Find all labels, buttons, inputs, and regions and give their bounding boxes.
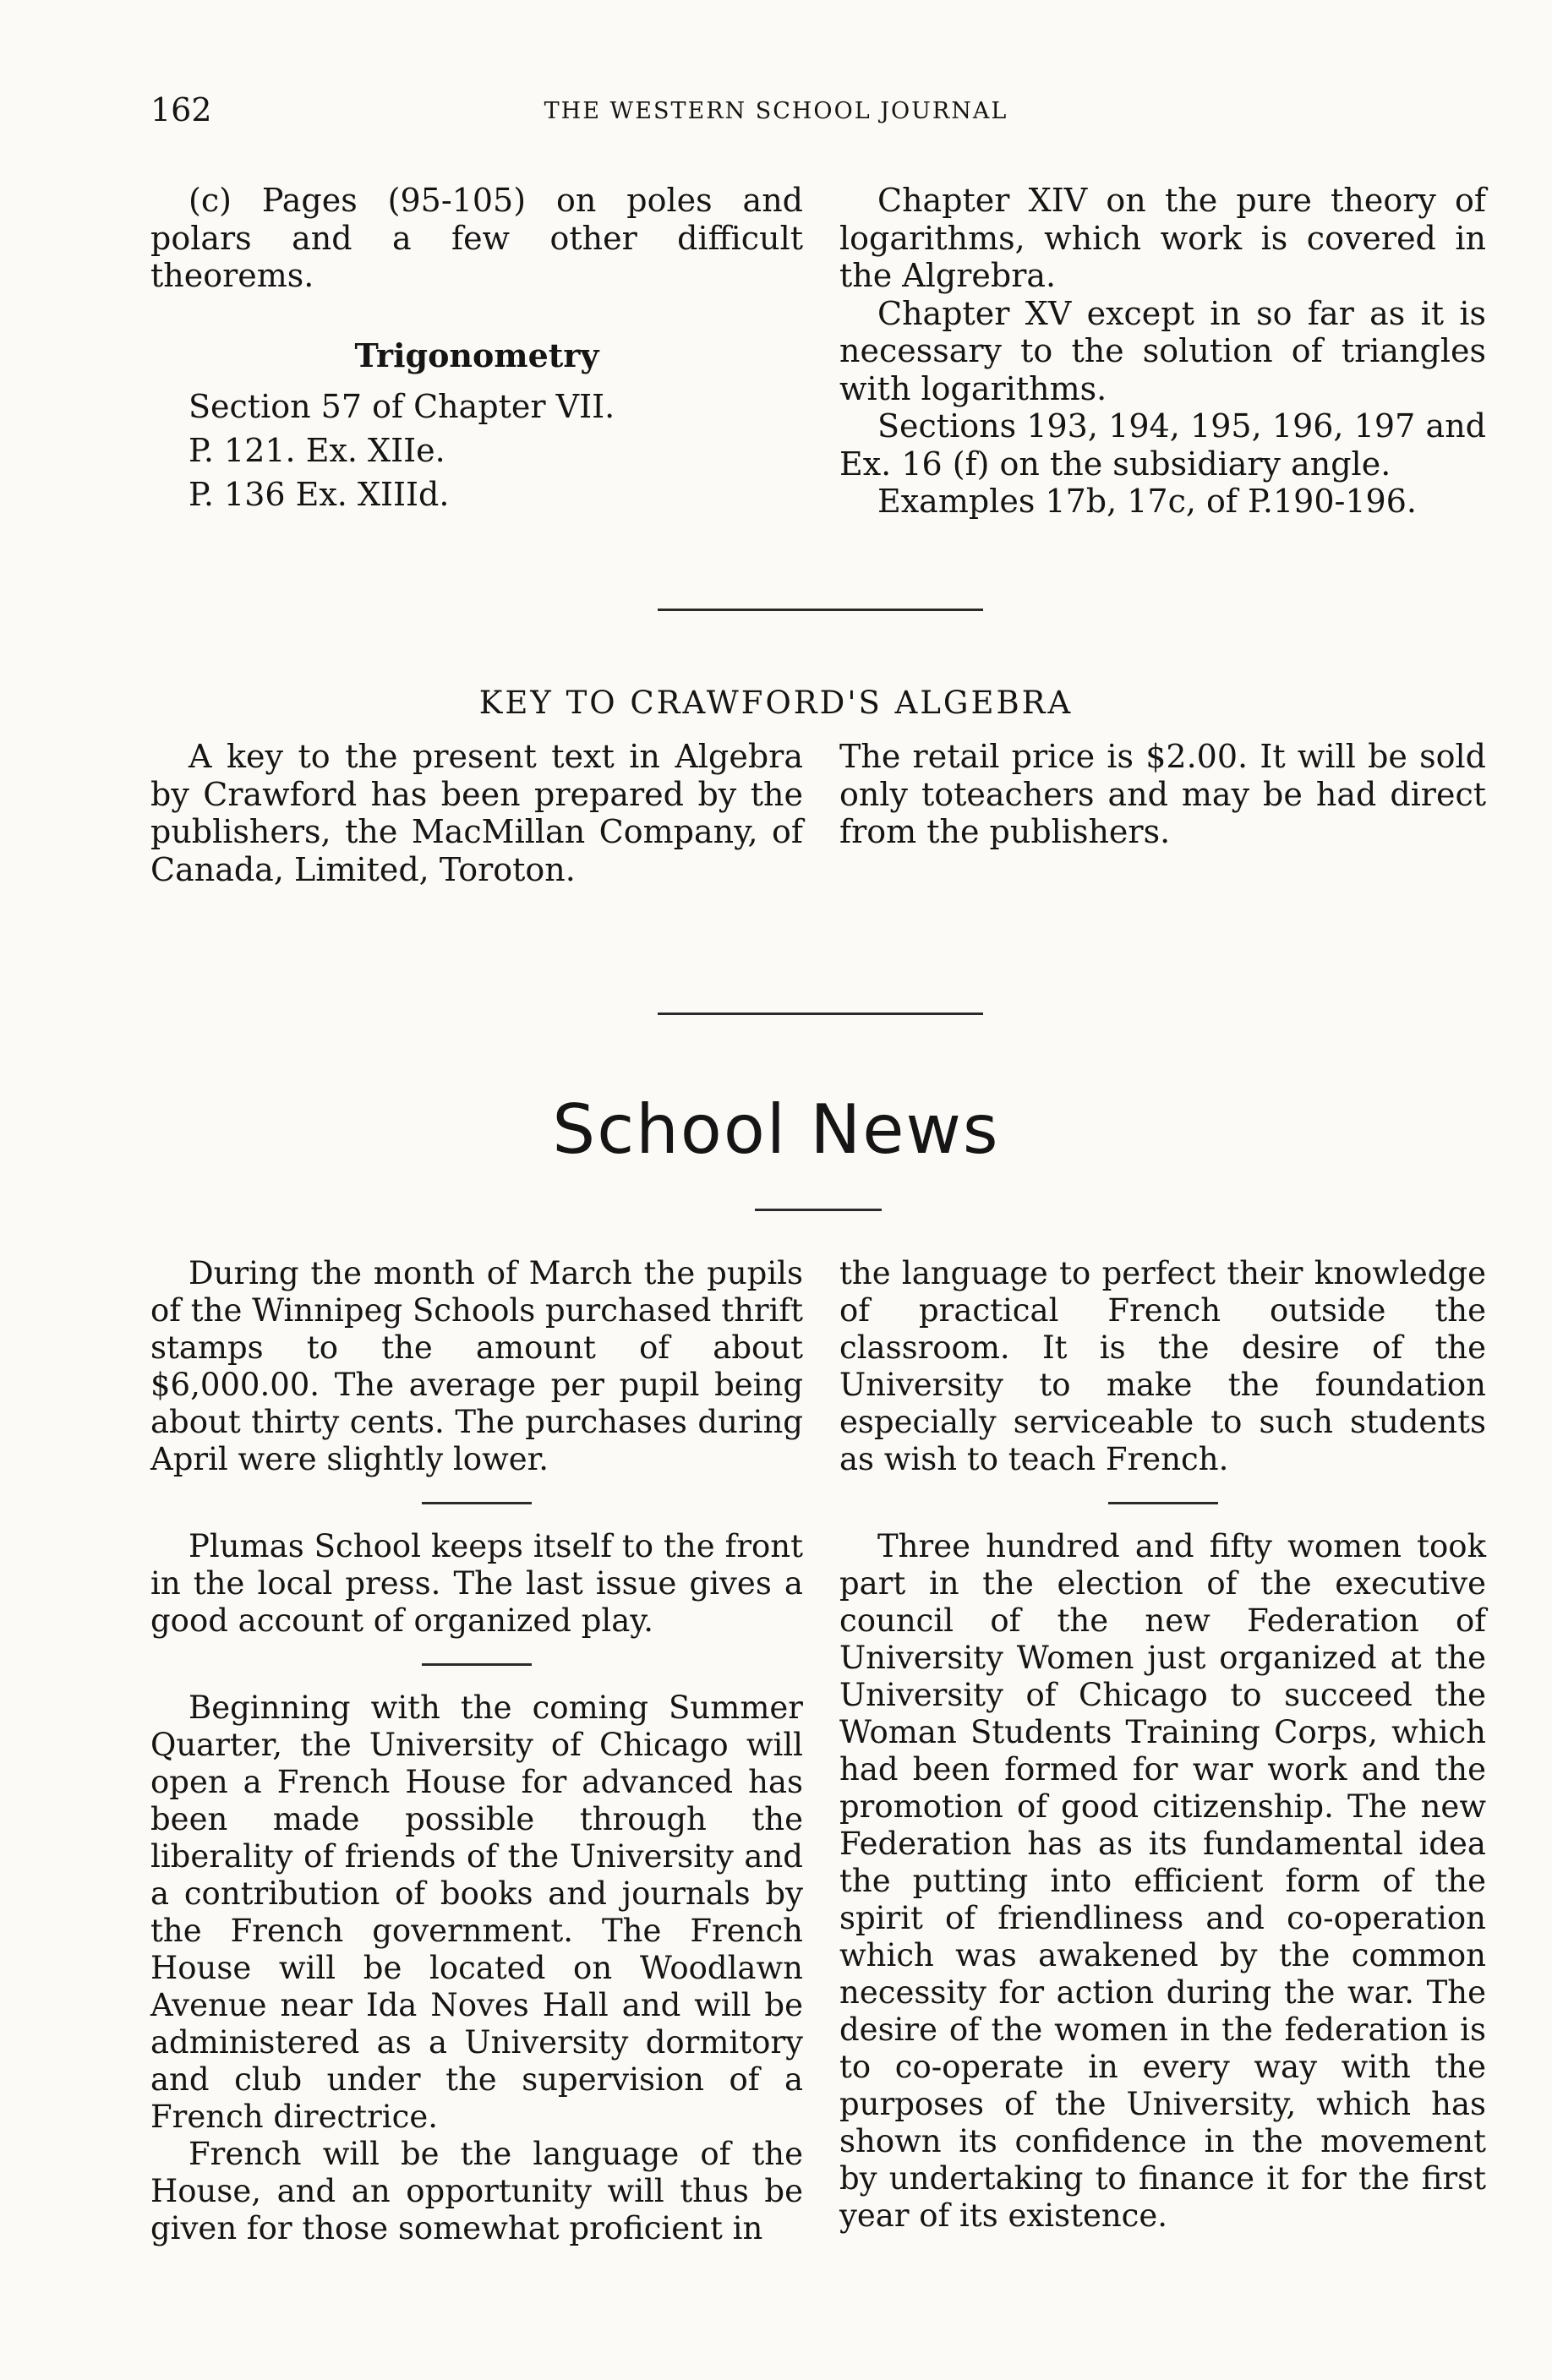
- article-divider: [422, 1502, 532, 1504]
- page-header: [150, 91, 1402, 142]
- trig-line: P. 136 Ex. XIIId.: [189, 476, 450, 513]
- news-left-column: [150, 1255, 803, 2247]
- french-language-article: French will be the language of the House, and an opportunity will thus be given for those somewhat proficient in: [150, 2136, 803, 2246]
- thrift-stamps-article: During the month of March the pupils of the Winnipeg Schools purchased thrift stamps to the amount of about $6,000.00. The average per pupil being about thirty cents. The purchases during April were slightly lower.: [150, 1255, 803, 1477]
- key-left-text: A key to the present text in Algebra by Crawford has been prepared by the publishers, the MacMillan Company, of Canada, Limited, Toroton.: [150, 738, 803, 888]
- french-house-article: Beginning with the coming Summer Quarter, the University of Chicago will open a French House for advanced has been made possible through the liberality of friends of the University and a contribution of books and journals by the French government. The French House will be located on Woodlawn Avenue near Ida Noves Hall and will be administered as a University dormitory and club under the supervision of a French directrice.: [150, 1689, 803, 2135]
- article-divider: [422, 1663, 532, 1666]
- news-right-column: [839, 1255, 1486, 2235]
- key-right-column: [839, 738, 1486, 851]
- chapter-xiv-text: Chapter XIV on the pure theory of logarithms, which work is covered in the Algrebra.: [839, 182, 1486, 294]
- page-number: 162: [150, 91, 212, 128]
- item-c-text: (c) Pages (95-105) on poles and polars and a few other difficult theorems.: [150, 182, 803, 294]
- french-continued-text: the language to perfect their knowledge of practical French outside the classroom. It is the desire of the University to make the foundation especially serviceable to such students as wish to teach French.: [839, 1255, 1486, 1477]
- trig-line: Section 57 of Chapter VII.: [189, 388, 615, 425]
- journal-title: THE WESTERN SCHOOL JOURNAL: [544, 98, 1008, 124]
- plumas-article: Plumas School keeps itself to the front in the local press. The last issue gives a good account of organized play.: [150, 1528, 803, 1639]
- examples-text: Examples 17b, 17c, of P.190-196.: [877, 483, 1417, 520]
- trigonometry-heading: Trigonometry: [354, 336, 599, 374]
- article-divider: [1108, 1502, 1218, 1504]
- trig-line: P. 121. Ex. XIIe.: [189, 432, 445, 469]
- key-left-column: [150, 738, 803, 888]
- chapter-xv-text: Chapter XV except in so far as it is necessary to the solution of triangles with logarithms.: [839, 294, 1486, 407]
- school-news-title: School News: [552, 1090, 1000, 1169]
- section-divider: [658, 1013, 983, 1015]
- top-left-column: [150, 182, 803, 516]
- sections-text: Sections 193, 194, 195, 196, 197 and Ex. 16 (f) on the subsidiary angle.: [839, 407, 1486, 483]
- top-right-column: [839, 182, 1486, 521]
- key-right-text: The retail price is $2.00. It will be sold only toteachers and may be had direct from the publishers.: [839, 738, 1486, 850]
- federation-article: Three hundred and fifty women took part in the election of the executive council of the new Federation of University Women just organized at the University of Chicago to succeed the Woman Students Training Corps, which had been formed for war work and the promotion of good citizenship. The new Federation has as its fundamental idea the putting into efficient form of the spirit of friendliness and co-operation which was awakened by the common necessity for action during the war. The desire of the women in the federation is to co-operate in every way with the purposes of the University, which has shown its confidence in the movement by undertaking to finance it for the first year of its existence.: [839, 1528, 1486, 2234]
- title-underline: [755, 1209, 882, 1211]
- section-divider: [658, 609, 983, 611]
- key-section-title: KEY TO CRAWFORD'S ALGEBRA: [478, 685, 1074, 721]
